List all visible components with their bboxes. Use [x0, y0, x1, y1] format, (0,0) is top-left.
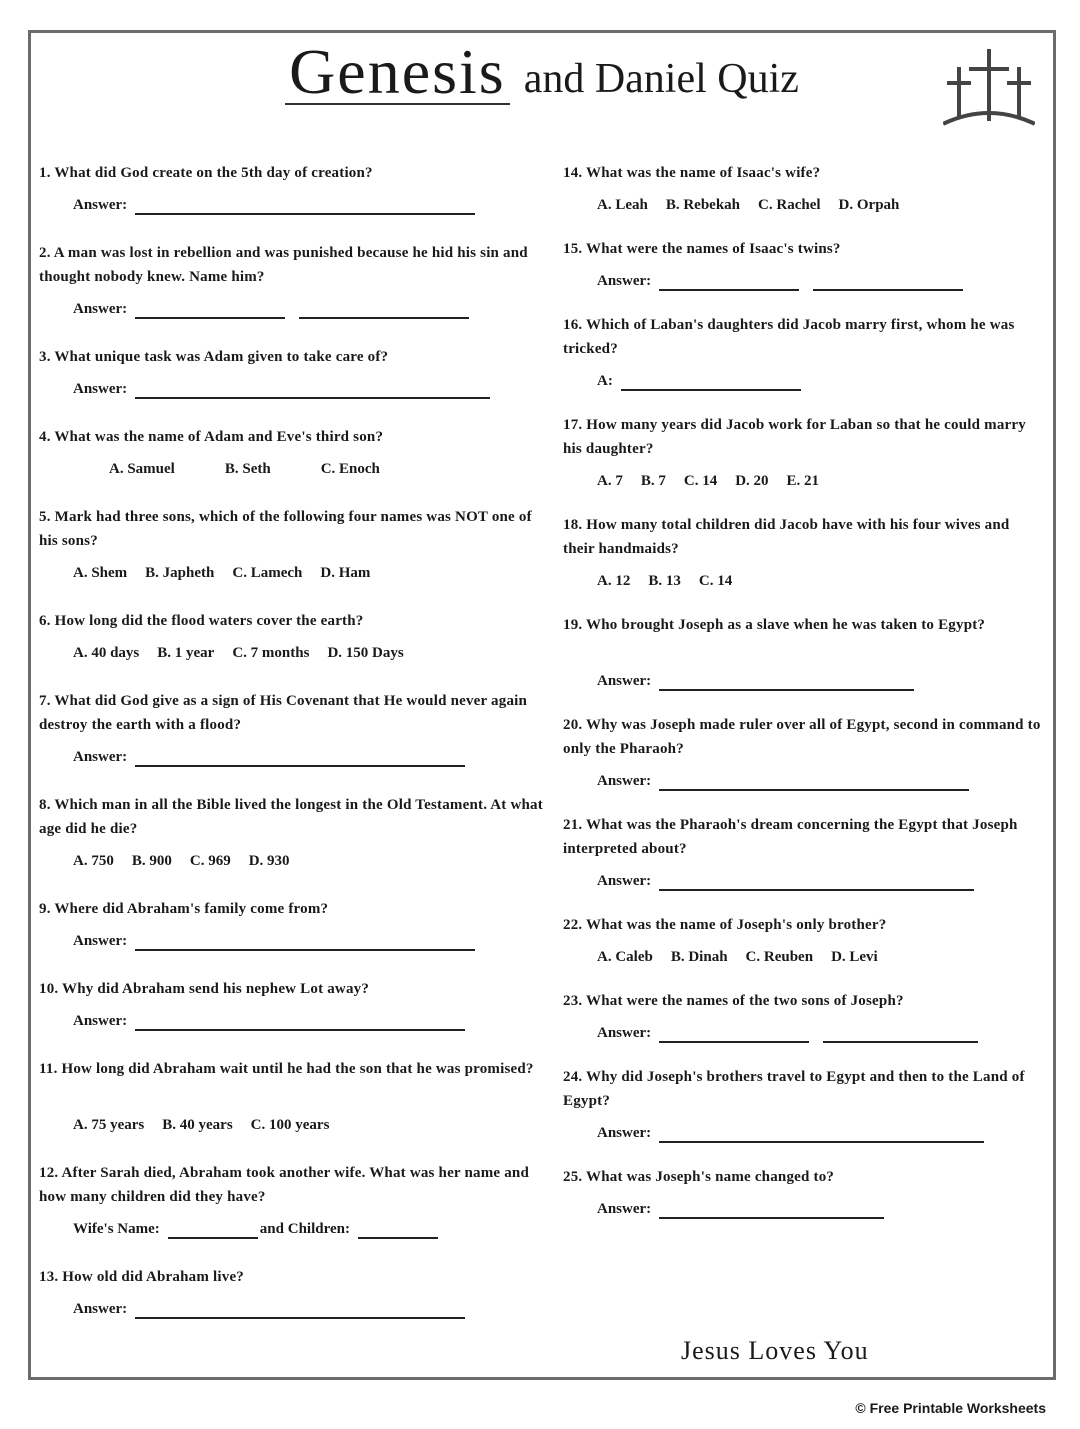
answer-line[interactable] — [621, 373, 801, 391]
answer-row — [73, 747, 465, 767]
choice-option[interactable]: C. 969 — [189, 853, 231, 869]
choice-option[interactable]: C. 14 — [698, 573, 733, 589]
question-right-7: 20. Why was Joseph made ruler over all of Egypt, second in command to only the Pharaoh? — [563, 717, 1041, 757]
answer-row — [73, 1299, 465, 1319]
question-left-12: 12. After Sarah died, Abraham took another wife. What was her name and how many children did they have? — [39, 1165, 530, 1205]
answer-label: Answer: — [73, 933, 128, 949]
choice-option[interactable]: C. Lamech — [232, 565, 303, 581]
question-right-10: 23. What were the names of the two sons of Joseph? — [563, 993, 904, 1009]
choice-option[interactable]: B. 40 years — [162, 1117, 233, 1133]
answer-choices — [73, 851, 308, 871]
answer-line[interactable] — [299, 301, 469, 319]
children-line[interactable] — [358, 1221, 438, 1239]
choice-option[interactable]: B. Japheth — [145, 565, 215, 581]
question-left-4: 4. What was the name of Adam and Eve's third son? — [39, 429, 384, 445]
choice-option[interactable]: B. 900 — [131, 853, 172, 869]
question-right-6: 19. Who brought Joseph as a slave when he was taken to Egypt? — [563, 617, 986, 633]
choice-option[interactable]: A. 40 days — [73, 645, 140, 661]
choice-option[interactable]: A. 75 years — [73, 1117, 145, 1133]
three-crosses-icon — [943, 47, 1035, 127]
choice-option[interactable]: D. 20 — [735, 473, 769, 489]
choice-option[interactable]: D. Levi — [831, 949, 878, 965]
answer-choices — [597, 195, 917, 215]
answer-row — [597, 771, 969, 791]
choice-option[interactable]: D. 930 — [248, 853, 290, 869]
question-left-13: 13. How old did Abraham live? — [39, 1269, 244, 1285]
choice-option[interactable]: A. Caleb — [597, 949, 653, 965]
question-left-10: 10. Why did Abraham send his nephew Lot away? — [39, 981, 370, 997]
wife-name-label: Wife's Name: — [73, 1221, 160, 1237]
question-left-11: 11. How long did Abraham wait until he had the son that he was promised? — [39, 1061, 534, 1077]
answer-label: Answer: — [597, 1025, 652, 1041]
choice-option[interactable]: C. 7 months — [232, 645, 310, 661]
footer-credit: © Free Printable Worksheets — [855, 1400, 1046, 1416]
closing-text: Jesus Loves You — [681, 1336, 869, 1365]
answer-label: Answer: — [597, 773, 652, 789]
choice-option[interactable]: B. 7 — [640, 473, 666, 489]
choice-option[interactable]: A. 7 — [597, 473, 623, 489]
question-left-5: 5. Mark had three sons, which of the following four names was NOT one of his sons? — [39, 509, 532, 549]
answer-label: Answer: — [597, 873, 652, 889]
answer-line[interactable] — [135, 1013, 465, 1031]
answer-row — [73, 931, 475, 951]
answer-line[interactable] — [813, 273, 963, 291]
answer-label: Answer: — [597, 1125, 652, 1141]
choice-option[interactable]: D. Ham — [320, 565, 371, 581]
wife-answer-row — [73, 1219, 438, 1239]
answer-label: Answer: — [73, 1301, 128, 1317]
answer-row — [73, 195, 475, 215]
answer-row — [597, 671, 914, 691]
answer-line[interactable] — [659, 1025, 809, 1043]
answer-line[interactable] — [135, 933, 475, 951]
answer-row — [73, 299, 469, 319]
title-main: Genesis — [285, 41, 510, 105]
children-label: and Children: — [259, 1221, 350, 1237]
answer-line[interactable] — [135, 749, 465, 767]
question-right-9: 22. What was the name of Joseph's only brother? — [563, 917, 887, 933]
answer-line[interactable] — [135, 381, 490, 399]
answer-row — [73, 379, 490, 399]
answer-choices — [597, 471, 837, 491]
question-left-7: 7. What did God give as a sign of His Covenant that He would never again destroy the earth with a flood? — [39, 693, 528, 733]
choice-option[interactable]: D. Orpah — [838, 197, 900, 213]
choice-option[interactable]: C. Enoch — [320, 461, 380, 477]
question-right-11: 24. Why did Joseph's brothers travel to Egypt and then to the Land of Egypt? — [563, 1069, 1025, 1109]
answer-label: Answer: — [73, 301, 128, 317]
answer-line[interactable] — [659, 273, 799, 291]
answer-label: Answer: — [73, 1013, 128, 1029]
answer-line[interactable] — [135, 197, 475, 215]
choice-option[interactable]: B. 1 year — [157, 645, 215, 661]
answer-label: A: — [597, 373, 613, 389]
answer-line[interactable] — [659, 1125, 984, 1143]
choice-option[interactable]: C. Rachel — [758, 197, 821, 213]
answer-label: Answer: — [73, 197, 128, 213]
title-rest: and Daniel Quiz — [523, 56, 799, 102]
answer-line[interactable] — [659, 773, 969, 791]
question-left-9: 9. Where did Abraham's family come from? — [39, 901, 329, 917]
title-row — [31, 36, 1053, 131]
answer-choices — [597, 947, 896, 967]
question-right-3: 16. Which of Laban's daughters did Jacob marry first, whom he was tricked? — [563, 317, 1015, 357]
choice-option[interactable]: D. 150 Days — [327, 645, 404, 661]
answer-row — [597, 371, 801, 391]
answer-choices — [73, 563, 388, 583]
question-left-2: 2. A man was lost in rebellion and was punished because he hid his sin and thought nobody knew. Name him? — [39, 245, 528, 285]
answer-choices — [73, 643, 422, 663]
answer-line[interactable] — [659, 1201, 884, 1219]
answer-row — [597, 871, 974, 891]
answer-line[interactable] — [659, 673, 914, 691]
question-left-8: 8. Which man in all the Bible lived the longest in the Old Testament. At what age did he die? — [39, 797, 543, 837]
choice-option[interactable]: B. Seth — [224, 461, 271, 477]
answer-line[interactable] — [135, 1301, 465, 1319]
choice-option[interactable]: B. 13 — [648, 573, 681, 589]
question-left-6: 6. How long did the flood waters cover the earth? — [39, 613, 364, 629]
answer-choices — [73, 1115, 347, 1135]
answer-choices — [109, 459, 430, 479]
answer-choices — [597, 571, 750, 591]
answer-line[interactable] — [659, 873, 974, 891]
choice-option[interactable]: A. Shem — [73, 565, 128, 581]
question-left-1: 1. What did God create on the 5th day of creation? — [39, 165, 373, 181]
question-left-3: 3. What unique task was Adam given to take care of? — [39, 349, 389, 365]
question-right-12: 25. What was Joseph's name changed to? — [563, 1169, 835, 1185]
answer-label: Answer: — [597, 673, 652, 689]
quiz-sheet — [28, 30, 1056, 1380]
choice-option[interactable]: C. 14 — [683, 473, 718, 489]
answer-label: Answer: — [73, 749, 128, 765]
choice-option[interactable]: C. Reuben — [745, 949, 814, 965]
choice-option[interactable]: E. 21 — [786, 473, 820, 489]
question-right-5: 18. How many total children did Jacob have with his four wives and their handmaids? — [563, 517, 1010, 557]
question-right-2: 15. What were the names of Isaac's twins? — [563, 241, 841, 257]
question-right-4: 17. How many years did Jacob work for Laban so that he could marry his daughter? — [563, 417, 1026, 457]
choice-option[interactable]: A. Samuel — [109, 461, 175, 477]
choice-option[interactable]: A. 750 — [73, 853, 114, 869]
answer-row — [73, 1011, 465, 1031]
choice-option[interactable]: A. 12 — [597, 573, 631, 589]
answer-row — [597, 271, 963, 291]
question-right-8: 21. What was the Pharaoh's dream concerning the Egypt that Joseph interpreted about? — [563, 817, 1018, 857]
answer-line[interactable] — [823, 1025, 978, 1043]
answer-row — [597, 1123, 984, 1143]
wife-name-line[interactable] — [168, 1221, 258, 1239]
answer-line[interactable] — [135, 301, 285, 319]
choice-option[interactable]: A. Leah — [597, 197, 648, 213]
choice-option[interactable]: B. Dinah — [670, 949, 728, 965]
answer-label: Answer: — [73, 381, 128, 397]
answer-row — [597, 1023, 978, 1043]
answer-row — [597, 1199, 884, 1219]
answer-label: Answer: — [597, 1201, 652, 1217]
answer-label: Answer: — [597, 273, 652, 289]
question-right-1: 14. What was the name of Isaac's wife? — [563, 165, 821, 181]
choice-option[interactable]: B. Rebekah — [665, 197, 741, 213]
choice-option[interactable]: C. 100 years — [250, 1117, 330, 1133]
